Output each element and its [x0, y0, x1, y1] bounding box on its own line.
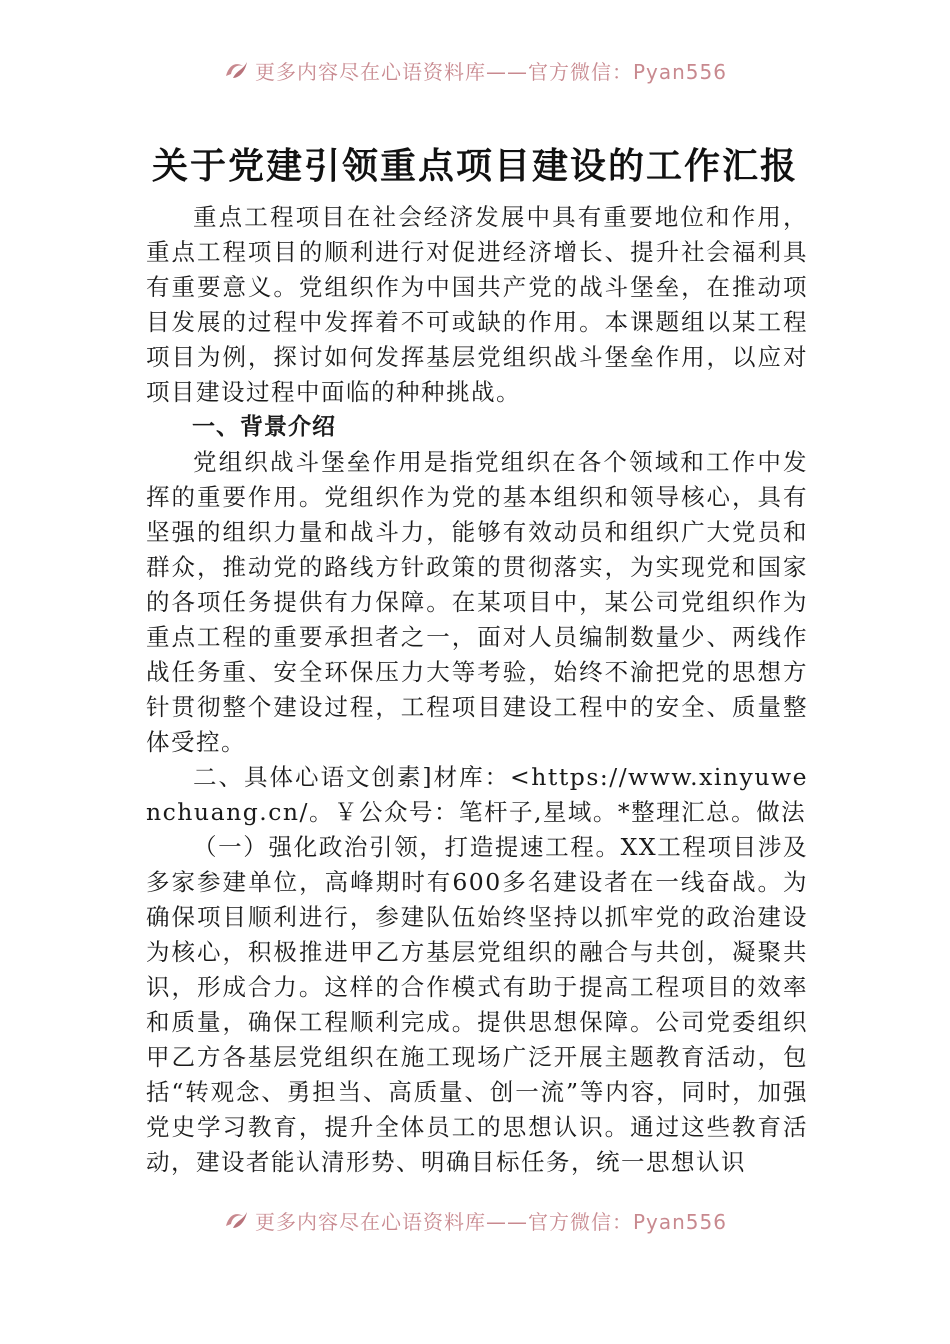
watermark-header	[0, 50, 950, 90]
document-body	[146, 200, 808, 1180]
paragraph-section-two: 二、具体心语文创素]材库：<https://www.xinyuwenchuang.cn/。￥公众号：笔杆子,星域。*整理汇总。做法	[146, 763, 808, 826]
document-title: 关于党建引领重点项目建设的工作汇报	[151, 145, 798, 187]
watermark-text: 更多内容尽在心语资料库——官方微信：Pyan556	[254, 1209, 727, 1234]
watermark-logo-icon	[223, 58, 249, 82]
watermark-logo-icon	[223, 1208, 249, 1232]
watermark-footer	[0, 1200, 950, 1240]
watermark-text: 更多内容尽在心语资料库——官方微信：Pyan556	[254, 59, 727, 84]
paragraph-political-guidance: （一）强化政治引领，打造提速工程。XX工程项目涉及多家参建单位，高峰期时有600多名建设者在一线奋战。为确保项目顺利进行，参建队伍始终坚持以抓牢党的政治建设为核心，积极推进甲乙方基层党组织的融合与共创，凝聚共识，形成合力。这样的合作模式有助于提高工程项目的效率和质量，确保工程顺利完成。提供思想保障。公司党委组织甲乙方各基层党组织在施工现场广泛开展主题教育活动，包括“转观念、勇担当、高质量、创一流”等内容，同时，加强党史学习教育，提升全体员工的思想认识。通过这些教育活动，建设者能认清形势、明确目标任务，统一思想认识	[146, 833, 808, 1176]
paragraph-background: 党组织战斗堡垒作用是指党组织在各个领域和工作中发挥的重要作用。党组织作为党的基本组织和领导核心，具有坚强的组织力量和战斗力，能够有效动员和组织广大党员和群众，推动党的路线方针政策的贯彻落实，为实现党和国家的各项任务提供有力保障。在某项目中，某公司党组织作为重点工程的重要承担者之一，面对人员编制数量少、两线作战任务重、安全环保压力大等考验，始终不渝把党的思想方针贯彻整个建设过程，工程项目建设工程中的安全、质量整体受控。	[146, 448, 808, 756]
paragraph-intro: 重点工程项目在社会经济发展中具有重要地位和作用，重点工程项目的顺利进行对促进经济增长、提升社会福利具有重要意义。党组织作为中国共产党的战斗堡垒，在推动项目发展的过程中发挥着不可或缺的作用。本课题组以某工程项目为例，探讨如何发挥基层党组织战斗堡垒作用，以应对项目建设过程中面临的种种挑战。	[146, 203, 808, 406]
section-heading-background: 一、背景介绍	[192, 414, 336, 440]
